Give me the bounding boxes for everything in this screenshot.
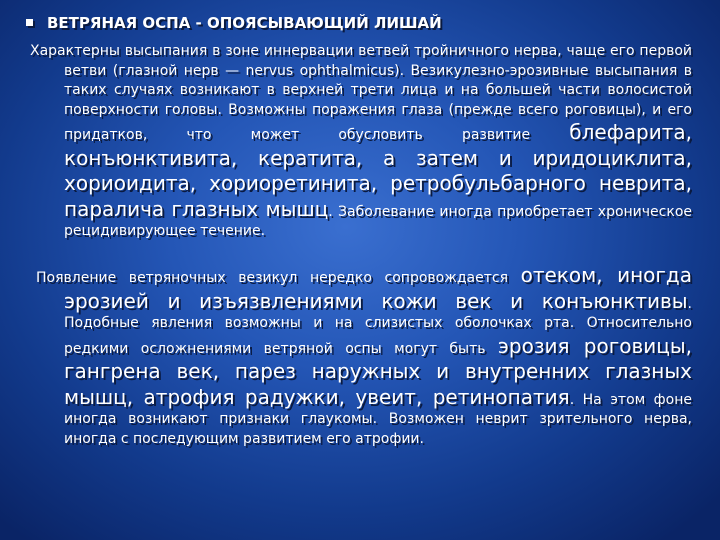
paragraph-1-text-b: . Заболевание иногда приобретает хроническое рецидивирующее течение. [64, 203, 693, 239]
paragraph-2-emphasis-a: отеком, иногда эрозией и изъязвлениями кожи век и конъюнктивы [64, 263, 692, 313]
paragraph-2-text-c: . На этом фоне иногда возникают признаки глаукомы. Возможен неврит зрительного нерва, иногда с последующим развитием его атрофии. [64, 391, 692, 447]
paragraph-2-text-b: . Подобные явления возможны и на слизистых оболочках рта. Относительно редкими осложнениями ветряной оспы могут быть [64, 295, 692, 357]
bullet-icon [26, 19, 33, 26]
paragraph-1 [30, 42, 693, 242]
paragraph-2-text-a: Появление ветряночных везикул нередко сопровождается [36, 270, 521, 286]
heading-text: ВЕТРЯНАЯ ОСПА - ОПОЯСЫВАЮЩИЙ ЛИШАЙ [47, 14, 442, 32]
paragraph-1-text-a: Характерны высыпания в зоне иннервации ветвей тройничного нерва, чаще его первой ветви (глазной нерв — nervus ophthalmicus). Везикулезно-эрозивные высыпания в таких случаях возникают в верхней трети лица и на большей части волосистой поверхности головы. Возможны поражения глаза (прежде всего роговицы), и его придатков, что может обусловить развитие [30, 43, 692, 143]
paragraph-2-emphasis-b: эрозия роговицы, гангрена век, парез наружных и внутренних глазных мышц, атрофия радужки, увеит, ретинопатия [64, 333, 693, 409]
slide-heading [26, 13, 686, 33]
paragraph-2 [36, 263, 693, 449]
paragraph-1-emphasis: блефарита, конъюнктивита, кератита, а затем и иридоциклита, хориоидита, хориоретинита, ретробульбарного неврита, паралича глазных мышц [64, 120, 692, 221]
